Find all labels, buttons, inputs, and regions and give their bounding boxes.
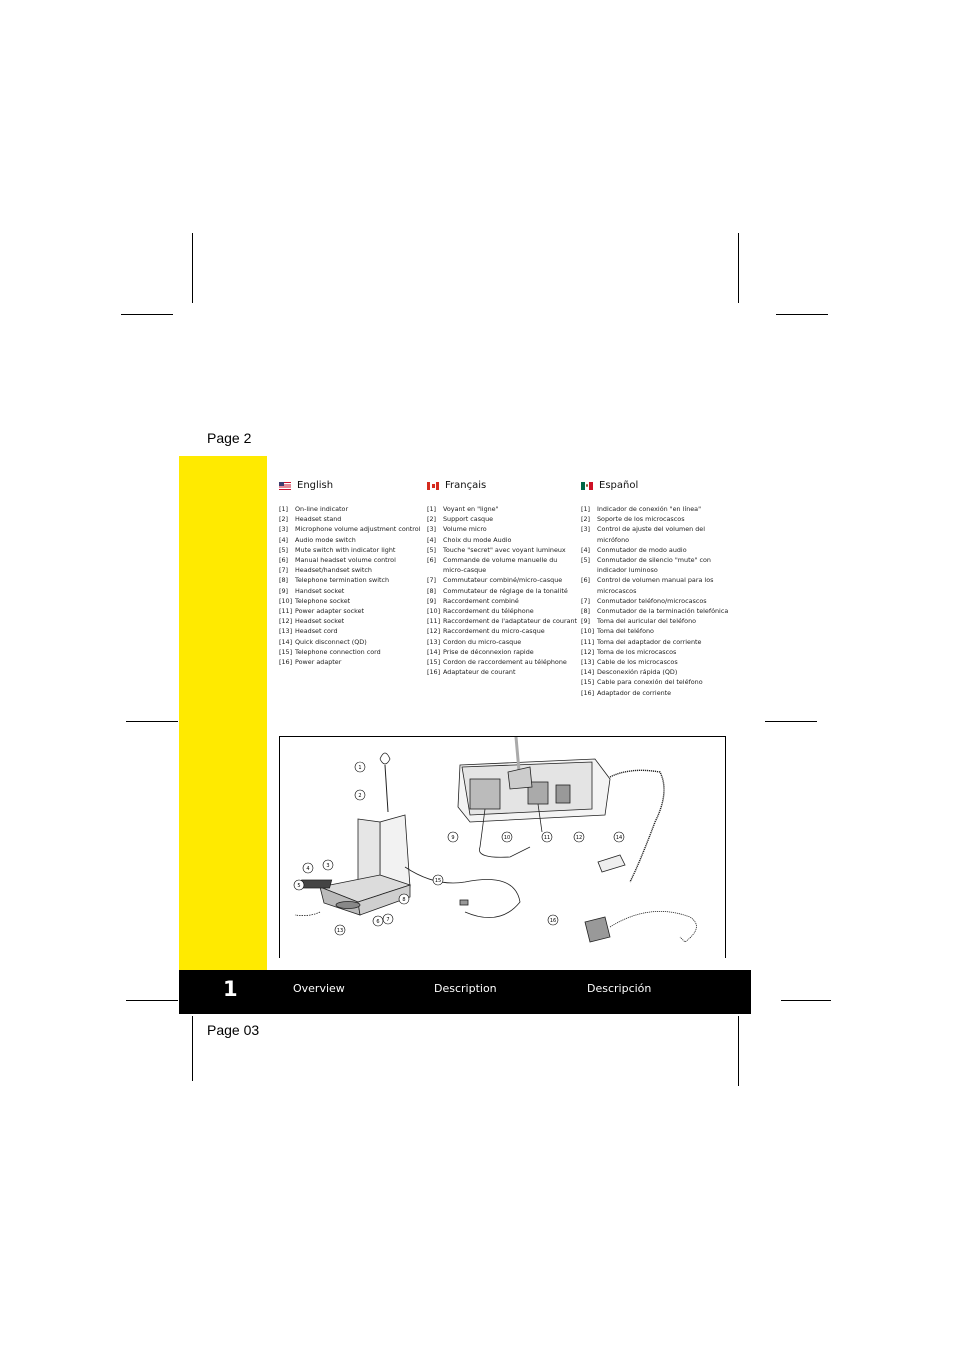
list-item (427, 555, 587, 565)
list-item (427, 586, 587, 596)
item-text: Headset socket (295, 617, 345, 626)
crop-mark (776, 314, 828, 315)
callout-label: 8 (402, 897, 406, 903)
list-item (279, 637, 439, 647)
item-text: Support casque (443, 515, 494, 524)
item-list (581, 504, 731, 698)
item-number: [12] (279, 617, 293, 626)
item-number: [8] (279, 576, 289, 585)
item-number: [4] (581, 545, 591, 554)
page-label-bottom: Page 03 (207, 1022, 260, 1038)
language-name: Français (445, 480, 487, 491)
column-header (279, 480, 439, 491)
crop-mark (738, 1016, 739, 1086)
item-number: [5] (279, 545, 289, 554)
list-item (427, 545, 587, 555)
item-text: Toma de los microcascos (597, 647, 677, 656)
crop-mark (765, 721, 817, 722)
volume-wheel (336, 902, 360, 909)
list-item (581, 586, 731, 596)
list-item (581, 596, 731, 606)
item-number (427, 565, 443, 575)
item-number: [15] (581, 678, 595, 687)
item-text: micro-casque (443, 566, 487, 575)
list-item (279, 606, 439, 616)
item-number: [3] (581, 525, 591, 534)
crop-mark (738, 233, 739, 303)
item-text: Commutateur combiné/micro-casque (443, 576, 563, 585)
us-flag-icon (279, 482, 291, 490)
list-item (427, 667, 587, 677)
item-text: Power adapter (295, 658, 342, 667)
list-item (581, 535, 731, 545)
item-text: Headset cord (295, 627, 338, 636)
item-text: On-line indicator (295, 505, 349, 513)
item-number: [5] (581, 556, 591, 565)
crop-mark (192, 233, 193, 303)
item-text: Conmutador teléfono/microcascos (597, 596, 707, 605)
crop-mark (121, 314, 173, 315)
item-number: [2] (279, 515, 289, 524)
list-item (279, 616, 439, 626)
callout-label: 14 (615, 835, 623, 841)
item-number: [2] (581, 515, 591, 524)
control-panel (300, 880, 332, 888)
section-title-english: Overview (293, 982, 345, 995)
quick-disconnect (598, 855, 625, 872)
column-spanish (581, 480, 731, 698)
list-item (581, 555, 731, 565)
item-number: [5] (427, 545, 437, 554)
item-text: Audio mode switch (295, 535, 356, 544)
item-text: Prise de déconnexion rapide (443, 647, 534, 656)
product-diagram (280, 737, 727, 959)
column-french (427, 480, 587, 677)
item-text: Control de volumen manual para los (597, 576, 714, 585)
item-number: [3] (427, 525, 437, 534)
list-item (279, 555, 439, 565)
list-item (581, 514, 731, 524)
phone-plug (460, 900, 468, 905)
item-number: [15] (279, 647, 293, 656)
item-number: [10] (279, 596, 293, 605)
item-number: [1] (427, 505, 437, 513)
callout-label: 12 (575, 835, 583, 841)
item-text: Handset socket (295, 586, 345, 595)
list-item (427, 616, 587, 626)
callout-label: 7 (386, 917, 390, 923)
item-text: Raccordement du téléphone (443, 607, 534, 616)
item-number: [12] (427, 627, 441, 636)
item-number: [6] (279, 556, 289, 565)
item-text: Cordon du micro-casque (443, 637, 522, 646)
item-number: [7] (581, 596, 591, 605)
callout-label: 2 (358, 793, 362, 799)
item-text: Telephone connection cord (295, 647, 381, 656)
list-item (427, 596, 587, 606)
item-text: Desconexión rápida (QD) (597, 668, 678, 677)
item-text: indicador luminoso (597, 566, 658, 575)
section-bar (179, 970, 751, 1014)
list-item (427, 626, 587, 636)
item-number: [13] (427, 637, 441, 646)
callout-label: 10 (503, 835, 511, 841)
list-item (581, 657, 731, 667)
item-text: Toma del adaptador de corriente (597, 637, 702, 646)
item-number: [11] (581, 637, 595, 646)
socket-block-left (470, 779, 500, 809)
item-text: Raccordement de l'adaptateur de courant (443, 617, 578, 626)
list-item (581, 524, 731, 534)
item-text: Manual headset volume control (295, 556, 396, 565)
list-item (581, 565, 731, 575)
list-item (279, 657, 439, 667)
section-number: 1 (223, 977, 238, 1001)
crop-mark (192, 1016, 193, 1081)
list-item (427, 565, 587, 575)
list-item (279, 545, 439, 555)
list-item (427, 504, 587, 514)
mexico-flag-icon (581, 482, 593, 490)
item-number: [10] (427, 607, 441, 616)
item-number: [14] (581, 668, 595, 677)
item-text: Power adapter socket (295, 607, 365, 616)
item-number (581, 565, 597, 575)
item-number: [8] (581, 607, 591, 616)
item-number: [12] (581, 647, 595, 656)
item-number: [6] (581, 576, 591, 585)
column-header (581, 480, 731, 491)
item-number: [14] (427, 647, 441, 656)
item-text: Adaptateur de courant (443, 668, 516, 677)
item-number: [3] (279, 525, 289, 534)
callout-label: 15 (434, 878, 442, 884)
item-number: [15] (427, 658, 441, 667)
list-item (279, 565, 439, 575)
item-text: Toma del auricular del teléfono (597, 617, 697, 626)
list-item (279, 524, 439, 534)
list-item (581, 688, 731, 698)
item-number: [4] (427, 535, 437, 544)
item-number: [16] (427, 668, 441, 677)
list-item (279, 596, 439, 606)
section-title-french: Description (434, 982, 497, 995)
yellow-sidebar (179, 456, 267, 970)
item-text: Headset stand (295, 515, 342, 524)
list-item (581, 667, 731, 677)
item-number: [11] (279, 607, 293, 616)
item-text: micrófono (597, 535, 630, 544)
callout-label: 16 (549, 918, 557, 924)
list-item (279, 514, 439, 524)
item-text: Cable para conexión del teléfono (597, 678, 703, 687)
language-name: Español (599, 480, 639, 491)
item-text: microcascos (597, 586, 637, 595)
item-number: [14] (279, 637, 293, 646)
headset-clip (380, 753, 390, 764)
headset-socket (556, 785, 570, 803)
crop-mark (781, 1000, 831, 1001)
list-item (581, 616, 731, 626)
item-text: Commande de volume manuelle du (443, 556, 558, 565)
page-label-top: Page 2 (207, 430, 252, 446)
item-text: Control de ajuste del volumen del (597, 525, 706, 534)
list-item (427, 514, 587, 524)
column-english (279, 480, 439, 667)
item-text: Volume micro (443, 525, 487, 534)
list-item (279, 535, 439, 545)
item-text: Soporte de los microcascos (597, 515, 685, 524)
list-item (581, 637, 731, 647)
item-number: [13] (581, 658, 595, 667)
list-item (279, 586, 439, 596)
list-item (427, 637, 587, 647)
list-item (581, 677, 731, 687)
item-number: [2] (427, 515, 437, 524)
item-number: [16] (581, 688, 595, 697)
item-number: [1] (581, 505, 591, 513)
item-text: Telephone termination switch (295, 576, 390, 585)
crop-mark (126, 721, 178, 722)
list-item (581, 545, 731, 555)
callout-label: 13 (336, 928, 344, 934)
list-item (279, 626, 439, 636)
language-name: English (297, 480, 334, 491)
item-number: [11] (427, 617, 441, 626)
column-header (427, 480, 587, 491)
item-number: [16] (279, 658, 293, 667)
canada-flag-icon (427, 482, 439, 490)
item-number: [13] (279, 627, 293, 636)
list-item (581, 647, 731, 657)
item-list (279, 504, 439, 667)
item-text: Conmutador de silencio "mute" con (597, 556, 711, 565)
list-item (427, 657, 587, 667)
item-number: [8] (427, 586, 437, 595)
item-number: [1] (279, 505, 289, 513)
power-adapter (585, 917, 610, 942)
item-number: [9] (427, 596, 437, 605)
item-number: [9] (581, 617, 591, 626)
item-text: Headset/handset switch (295, 566, 372, 575)
list-item (427, 575, 587, 585)
list-item (427, 647, 587, 657)
item-text: Choix du mode Audio (443, 535, 512, 544)
callout-label: 4 (306, 866, 310, 872)
item-text: Microphone volume adjustment control (295, 525, 421, 534)
item-text: Conmutador de la terminación telefónica (597, 607, 729, 616)
item-number: [10] (581, 627, 595, 636)
list-item (581, 606, 731, 616)
list-item (427, 535, 587, 545)
item-text: Voyant en "ligne" (443, 505, 499, 513)
list-item (427, 606, 587, 616)
list-item (279, 575, 439, 585)
callout-label: 6 (376, 919, 380, 925)
list-item (581, 626, 731, 636)
item-text: Touche "secret" avec voyant lumineux (443, 545, 566, 554)
callout-label: 3 (326, 863, 330, 869)
item-text: Commutateur de réglage de la tonalité (443, 586, 568, 595)
list-item (581, 504, 731, 514)
item-list (427, 504, 587, 677)
item-text: Toma del teléfono (597, 627, 654, 636)
callout-label: 9 (451, 835, 455, 841)
item-text: Indicador de conexión "en línea" (597, 505, 702, 513)
callout-label: 5 (297, 883, 301, 889)
item-text: Conmutador de modo audio (597, 545, 687, 554)
item-number (581, 586, 597, 596)
item-text: Cordon de raccordement au téléphone (443, 658, 567, 667)
item-number: [7] (279, 566, 289, 575)
item-number: [7] (427, 576, 437, 585)
item-number: [9] (279, 586, 289, 595)
item-text: Adaptador de corriente (597, 688, 672, 697)
item-text: Mute switch with indicator light (295, 545, 396, 554)
item-text: Quick disconnect (QD) (295, 637, 367, 646)
item-number: [4] (279, 535, 289, 544)
callout-label: 1 (358, 765, 362, 771)
item-text: Telephone socket (295, 596, 351, 605)
item-text: Raccordement combiné (443, 596, 519, 605)
item-number (581, 535, 597, 545)
product-illustration (279, 736, 726, 958)
callout-label: 11 (543, 835, 551, 841)
section-title-spanish: Descripción (587, 982, 652, 995)
crop-mark (126, 1000, 178, 1001)
list-item (427, 524, 587, 534)
item-number: [6] (427, 556, 437, 565)
item-text: Raccordement du micro-casque (443, 627, 545, 636)
item-text: Cable de los microcascos (597, 658, 678, 667)
list-item (279, 504, 439, 514)
list-item (581, 575, 731, 585)
list-item (279, 647, 439, 657)
